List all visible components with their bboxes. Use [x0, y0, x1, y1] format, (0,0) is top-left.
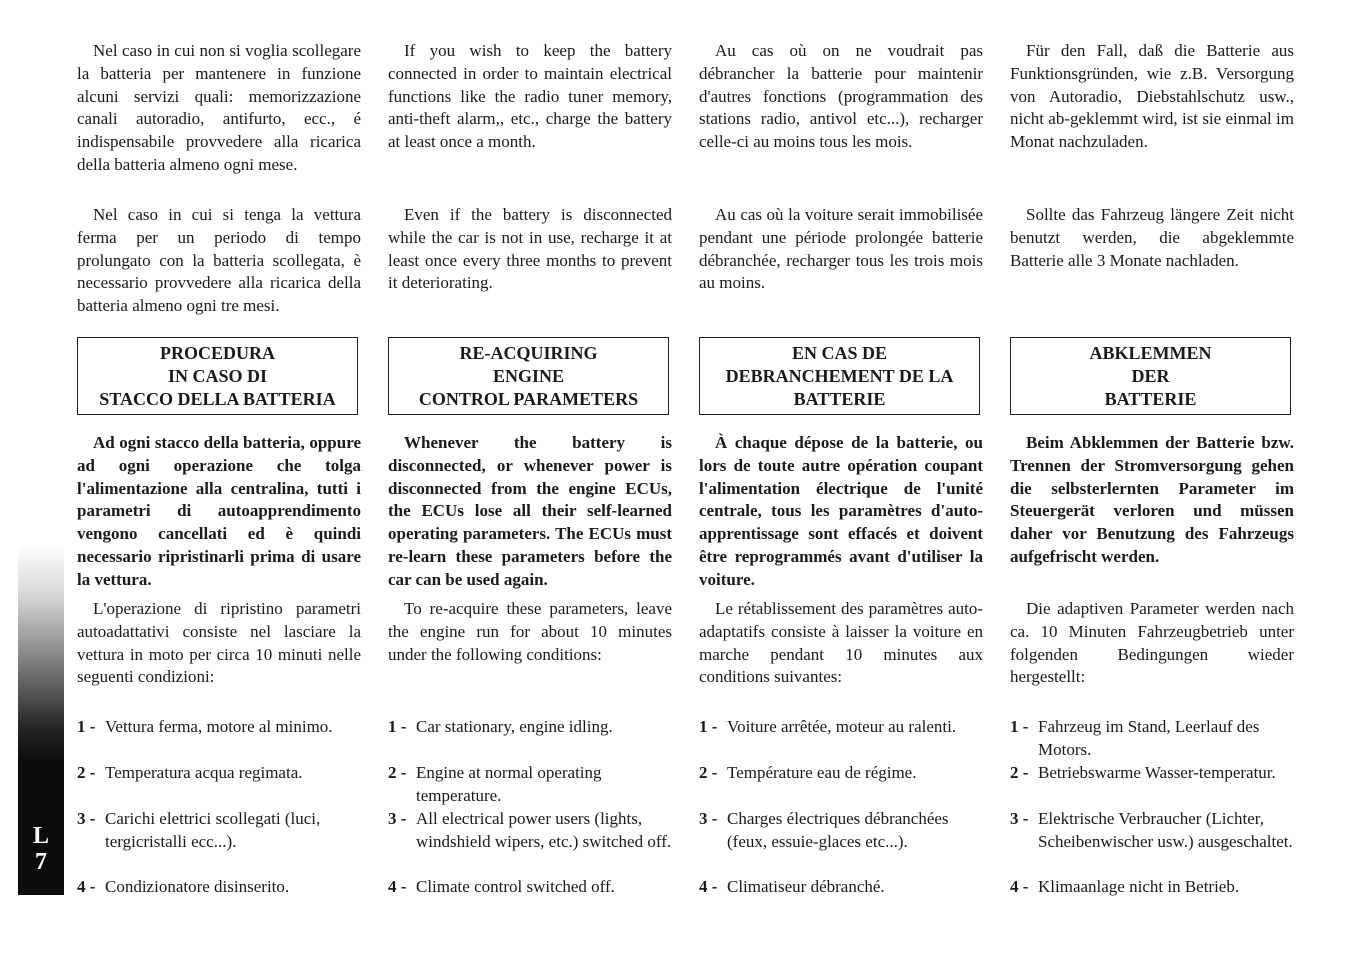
body-text: Le rétablissement des paramètres auto-adaptatifs consiste à laisser la voiture en marche pendant 10 minutes aux conditions suivantes: [699, 599, 983, 687]
intro-paragraph: Sollte das Fahrzeug längere Zeit nicht benutzt werden, die abgeklemmte Batterie alle 3 Monate nachladen. [1010, 205, 1294, 270]
item-text: Charges électriques débranchées (feux, essuie-glaces etc...). [727, 809, 949, 851]
item-number: 2 - [77, 763, 100, 782]
item-number: 4 - [1010, 877, 1033, 896]
list-item [77, 716, 361, 739]
warning-section [388, 432, 672, 592]
intro-paragraph: Au cas où on ne voudrait pas débrancher la batterie pour maintenir d'autres fonctions (programmation des stations radio, antivol etc...), recharger celle-ci au moins tous les mois. [699, 41, 983, 152]
list-item [699, 808, 983, 854]
item-number: 4 - [388, 877, 411, 896]
item-number: 3 - [1010, 809, 1033, 828]
item-number: 2 - [699, 763, 722, 782]
item-number: 1 - [77, 717, 100, 736]
item-text: Betriebswarme Wasser-temperatur. [1038, 763, 1276, 782]
body-text: L'operazione di ripristino parametri autoadattativi consiste nel lasciare la vettura in moto per circa 10 minuti nelle seguenti condizioni: [77, 599, 361, 687]
body-section [699, 598, 983, 689]
item-text: Condizionatore disinserito. [105, 877, 290, 896]
warning-text: Ad ogni stacco della batteria, oppure ad ogni operazione che tolga l'alimentazione alla centralina, tutti i parametri di autoapprendimento vengono cancellati ed è quindi necessario ripristinarli prima di usare la vettura. [77, 433, 361, 589]
intro-paragraph: Nel caso in cui non si voglia scollegare la batteria per mantenere in funzione alcuni servizi quali: memorizzazione canali autoradio, antifurto, ecc., é indispensabile provvedere alla ricarica della batteria almeno ogni mese. [77, 41, 361, 174]
page-tab [18, 545, 64, 895]
list-item [77, 876, 361, 899]
warning-text: Whenever the battery is disconnected, or whenever power is disconnected from the engine ECUs, the ECUs lose all their self-learned operating parameters. The ECUs must re-learn these parameters before the car can be used again. [388, 433, 672, 589]
list-item [1010, 716, 1294, 762]
list-item [77, 762, 361, 785]
warning-text: Beim Abklemmen der Batterie bzw. Trennen der Stromversorgung gehen die selbsterlernten Parameter im Steuergerät verloren und müssen daher vor Benutzung des Fahrzeugs aufgefrischt werden. [1010, 433, 1294, 566]
intro-section [77, 40, 361, 177]
list-item [388, 716, 672, 739]
item-number: 1 - [1010, 717, 1033, 736]
item-text: Temperatura acqua regimata. [105, 763, 303, 782]
item-text: Elektrische Verbraucher (Lichter, Scheibenwischer usw.) ausgeschaltet. [1038, 809, 1293, 851]
list-item [699, 876, 983, 899]
list-item [699, 716, 983, 739]
item-text: Climatiseur débranché. [727, 877, 885, 896]
item-number: 2 - [388, 763, 411, 782]
intro-section [699, 40, 983, 154]
intro-paragraph: If you wish to keep the battery connected in order to maintain electrical functions like the radio tuner memory, anti-theft alarm,, etc., charge the battery at least once a month. [388, 41, 672, 152]
body-section [388, 598, 672, 666]
item-number: 3 - [699, 809, 722, 828]
item-text: Engine at normal operating temperature. [416, 763, 602, 805]
item-number: 2 - [1010, 763, 1033, 782]
intro-section [388, 40, 672, 154]
body-section [77, 598, 361, 689]
warning-section [77, 432, 361, 592]
intro-section [699, 204, 983, 295]
item-text: Fahrzeug im Stand, Leerlauf des Motors. [1038, 717, 1260, 759]
item-text: Car stationary, engine idling. [416, 717, 613, 736]
item-text: Vettura ferma, motore al minimo. [105, 717, 333, 736]
item-text: Carichi elettrici scollegati (luci, tergicristalli ecc...). [105, 809, 321, 851]
intro-paragraph: Für den Fall, daß die Batterie aus Funktionsgründen, wie z.B. Versorgung von Autoradio, Diebstahlschutz usw., nicht ab-geklemmt wird, ist sie einmal im Monat nachzuladen. [1010, 41, 1294, 152]
intro-section [77, 204, 361, 318]
item-number: 1 - [388, 717, 411, 736]
page-number: L 7 [32, 823, 49, 875]
list-item [1010, 762, 1294, 785]
intro-paragraph: Even if the battery is disconnected while the car is not in use, recharge it at least once every three months to prevent it deteriorating. [388, 205, 672, 293]
warning-text: À chaque dépose de la batterie, ou lors de toute autre opération coupant l'alimentation électrique de l'unité centrale, tous les paramètres d'auto-apprentissage sont effacés et doivent être reprogrammés avant d'utiliser la voiture. [699, 433, 983, 589]
section-heading: PROCEDURA IN CASO DI STACCO DELLA BATTERIA [77, 337, 358, 415]
body-text: Die adaptiven Parameter werden nach ca. 10 Minuten Fahrzeugbetrieb unter folgenden Bedingungen wieder hergestellt: [1010, 599, 1294, 687]
list-item [388, 876, 672, 899]
intro-paragraph: Nel caso in cui si tenga la vettura ferma per un periodo di tempo prolungato con la batteria scollegata, è necessario provvedere alla ricarica della batteria almeno ogni tre mesi. [77, 205, 361, 316]
item-number: 4 - [77, 877, 100, 896]
section-heading: ABKLEMMEN DER BATTERIE [1010, 337, 1291, 415]
section-heading: EN CAS DE DEBRANCHEMENT DE LA BATTERIE [699, 337, 980, 415]
item-number: 3 - [388, 809, 411, 828]
intro-section [388, 204, 672, 295]
item-text: All electrical power users (lights, windshield wipers, etc.) switched off. [416, 809, 672, 851]
body-text: To re-acquire these parameters, leave the engine run for about 10 minutes under the following conditions: [388, 599, 672, 664]
item-text: Klimaanlage nicht in Betrieb. [1038, 877, 1240, 896]
item-text: Température eau de régime. [727, 763, 917, 782]
list-item [388, 762, 672, 808]
item-number: 4 - [699, 877, 722, 896]
list-item [699, 762, 983, 785]
list-item [388, 808, 672, 854]
list-item [77, 808, 361, 854]
item-text: Climate control switched off. [416, 877, 615, 896]
intro-section [1010, 40, 1294, 154]
warning-section [1010, 432, 1294, 569]
body-section [1010, 598, 1294, 689]
intro-section [1010, 204, 1294, 272]
item-text: Voiture arrêtée, moteur au ralenti. [727, 717, 957, 736]
section-heading: RE-ACQUIRING ENGINE CONTROL PARAMETERS [388, 337, 669, 415]
warning-section [699, 432, 983, 592]
item-number: 1 - [699, 717, 722, 736]
list-item [1010, 876, 1294, 899]
list-item [1010, 808, 1294, 854]
item-number: 3 - [77, 809, 100, 828]
intro-paragraph: Au cas où la voiture serait immobilisée pendant une période prolongée batterie débranchée, recharger tous les trois mois au moins. [699, 205, 983, 293]
